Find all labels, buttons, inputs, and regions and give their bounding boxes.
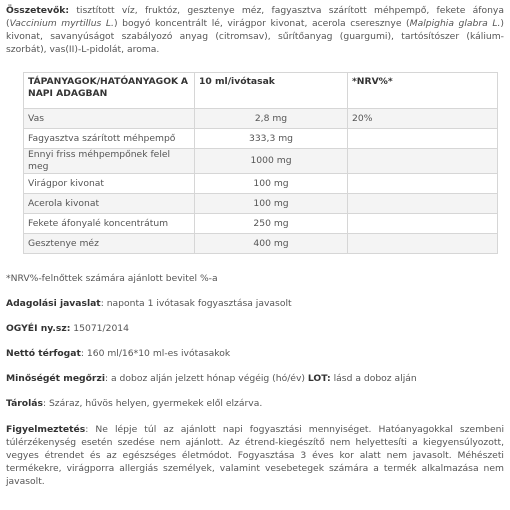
ogyei-number: 15071/2014 <box>70 323 129 335</box>
nutrient-name-cell: Virágpor kivonat <box>24 174 195 194</box>
table-row <box>24 129 498 149</box>
header-nutrients-text: TÁPANYAGOK/HATÓANYAGOK NAPI ADAGBAN <box>28 76 179 100</box>
dosage-text: : naponta 1 ivótasak fogyasztása javasolt <box>100 298 292 310</box>
header-amount: 10 ml/ivótasak <box>195 73 348 109</box>
storage-text: : Száraz, hűvös helyen, gyermekek elől elzárva. <box>42 398 263 410</box>
nutrient-amount-cell: 100 mg <box>195 174 348 194</box>
ingredients-text-1: tisztított víz, fruktóz, gesztenye méz, fagyasztva szárított méhpempő, fekete áfonya ( <box>6 5 504 30</box>
table-row <box>24 174 498 194</box>
nrv-note: *NRV%-felnőttek számára ajánlott bevitel %-a <box>6 273 218 285</box>
table-header-row <box>24 73 498 109</box>
header-nutrients-suffix: A <box>180 76 188 88</box>
nutrient-nrv-cell <box>348 234 498 254</box>
best-before-label: Minőségét megőrzi <box>6 373 105 385</box>
ingredients-latin-name-2: Malpighia glabra L. <box>409 18 501 30</box>
net-volume-label: Nettó térfogat <box>6 348 81 360</box>
header-nutrients <box>24 73 195 109</box>
table-row <box>24 234 498 254</box>
nutrient-nrv-cell <box>348 214 498 234</box>
nutrient-nrv-cell <box>348 149 498 174</box>
lot-text: lásd a doboz alján <box>330 373 417 385</box>
ogyei-label-suffix: ny.sz: <box>37 323 71 335</box>
storage-label: Tárolás <box>6 398 43 410</box>
lot-label: LOT: <box>307 373 331 385</box>
table-row <box>24 194 498 214</box>
warning-paragraph <box>6 423 504 488</box>
nutrient-nrv-cell <box>348 129 498 149</box>
nutrient-amount-cell: 2,8 mg <box>195 109 348 129</box>
nutrient-name-cell: Vas <box>24 109 195 129</box>
table-row <box>24 149 498 174</box>
nutrient-amount-cell: 400 mg <box>195 234 348 254</box>
ingredients-text-2: ) bogyó koncentrált lé, virágpor kivonat, acerola cseresznye ( <box>113 18 410 30</box>
warning-text: : Ne lépje túl az ajánlott napi fogyasztási mennyiséget. Hatóanyagokkal szembeni túlérzékenység esetén szedése nem ajánlott. Az étrend-kiegészítő nem helyettesíti a kiegyensúlyozott, vegyes étrendet és az egészséges életmódot. Fogyasztása 3 éves kor alatt nem javasolt. Méhészeti termékekre, virágporra allergiás személyek, valamint vesebetegek számára a termék alkalmazása nem javasolt. <box>6 423 504 487</box>
nutrient-name-cell: Gesztenye méz <box>24 234 195 254</box>
ingredients-text-3: ) kivonat, savanyúságot szabályozó anyag (citromsav), sűrítőanyag (guargumi), tartósítószer (kálium-szorbát), vas(II)-L-pidolát, aroma. <box>6 18 505 56</box>
ingredients-label: Összetevők: <box>6 5 70 16</box>
ingredients-paragraph <box>6 4 504 56</box>
nutrient-name-cell: Fagyasztva szárított méhpempő <box>24 129 195 149</box>
warning-label: Figyelmeztetés <box>6 423 86 435</box>
nutrient-amount-cell: 1000 mg <box>195 149 348 174</box>
nutrient-nrv-cell <box>348 174 498 194</box>
table-row <box>24 214 498 234</box>
dosage-label: Adagolási javaslat <box>6 298 101 310</box>
net-volume-paragraph <box>6 347 504 360</box>
nutrient-amount-cell: 250 mg <box>195 214 348 234</box>
nutrient-name-cell: Acerola kivonat <box>24 194 195 214</box>
table-body <box>24 109 498 254</box>
nutrient-amount-cell: 100 mg <box>195 194 348 214</box>
ogyei-paragraph <box>6 322 504 335</box>
nutrient-name-cell: Fekete áfonyalé koncentrátum <box>24 214 195 234</box>
nutrient-nrv-cell: 20% <box>348 109 498 129</box>
ingredients-latin-name-1: Vaccinium myrtillus L. <box>9 18 114 30</box>
nutrient-amount-cell: 333,3 mg <box>195 129 348 149</box>
ogyei-label: OGYÉI <box>6 323 38 335</box>
nutrient-name-cell: Ennyi friss méhpempőnek felel meg <box>24 149 195 174</box>
best-before-text: : a doboz alján jelzett hónap végéig (hó/év) <box>104 373 308 385</box>
header-nrv: *NRV%* <box>348 73 498 109</box>
storage-paragraph <box>6 397 504 410</box>
dosage-paragraph <box>6 297 504 310</box>
net-volume-text: : 160 ml/16*10 ml-es ivótasakok <box>80 348 231 360</box>
nutrient-nrv-cell <box>348 194 498 214</box>
table-row <box>24 109 498 129</box>
nutrition-table <box>23 72 498 254</box>
best-before-paragraph <box>6 372 504 385</box>
